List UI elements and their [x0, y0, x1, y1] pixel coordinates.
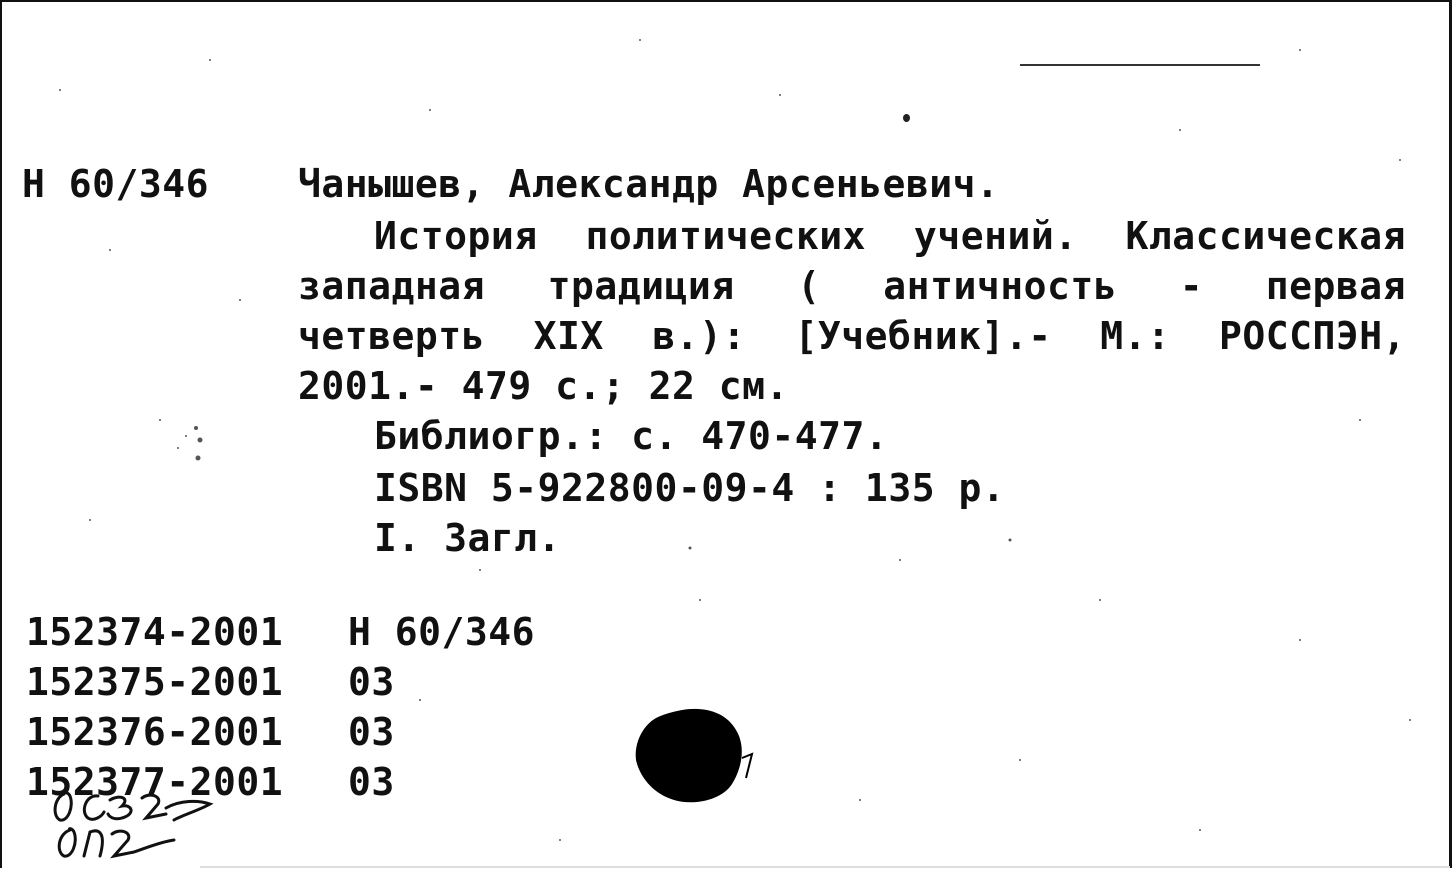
holding-location: Н 60/346: [348, 610, 536, 654]
holding-inventory: 152374-2001: [26, 610, 284, 654]
handwritten-shelfmark: [50, 790, 250, 870]
title-line-2: западная традиция ( античность - первая: [298, 264, 1406, 308]
holding-inventory: 152377-2001: [26, 760, 284, 804]
note-title-entry: I. Загл.: [374, 516, 562, 560]
holding-location: 03: [348, 660, 395, 704]
title-line-3: четверть XIX в.): [Учебник].- М.: РОССПЭН,: [298, 314, 1406, 358]
call-number: Н 60/346: [22, 162, 210, 206]
bottom-rule: [200, 866, 1450, 868]
holding-location: 03: [348, 710, 395, 754]
author-heading: Чанышев, Александр Арсеньевич.: [298, 162, 1000, 206]
ink-blot: [634, 708, 764, 808]
holding-inventory: 152376-2001: [26, 710, 284, 754]
title-line-4: 2001.- 479 с.; 22 см.: [298, 364, 789, 408]
note-bibliography: Библиогр.: с. 470-477.: [374, 414, 889, 458]
note-isbn: ISBN 5-922800-09-4 : 135 р.: [374, 466, 1006, 510]
holding-inventory: 152375-2001: [26, 660, 284, 704]
title-line-1: История политических учений. Классическая: [374, 214, 1406, 258]
holding-location: 03: [348, 760, 395, 804]
